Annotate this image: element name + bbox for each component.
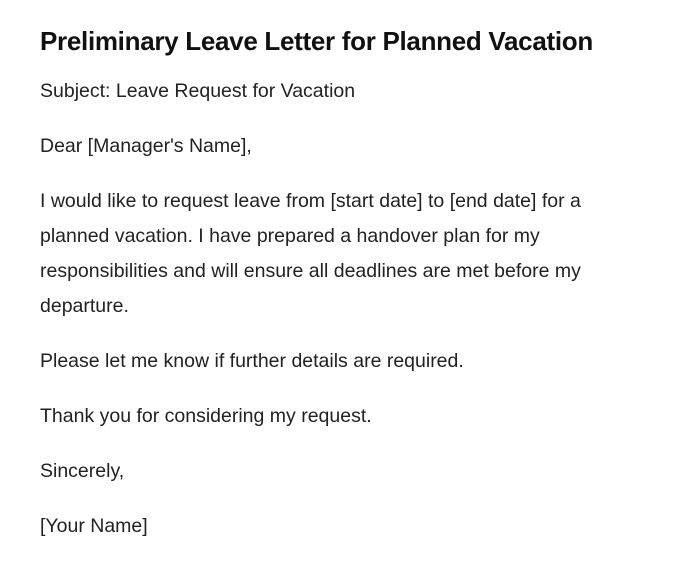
- letter-subject: Subject: Leave Request for Vacation: [40, 80, 356, 102]
- letter-closing: Sincerely,: [40, 460, 125, 482]
- letter-follow-up: Please let me know if further details are required.: [40, 350, 464, 372]
- letter-greeting: Dear [Manager's Name],: [40, 135, 252, 157]
- letter-body: I would like to request leave from [start date] to [end date] for a planned vacation. I have prepared a handover plan for my responsibilities and will ensure all deadlines are met before my departure.: [40, 190, 581, 317]
- letter-signature: [Your Name]: [40, 515, 148, 537]
- letter-thanks: Thank you for considering my request.: [40, 405, 372, 427]
- letter-title: Preliminary Leave Letter for Planned Vacation: [40, 26, 593, 56]
